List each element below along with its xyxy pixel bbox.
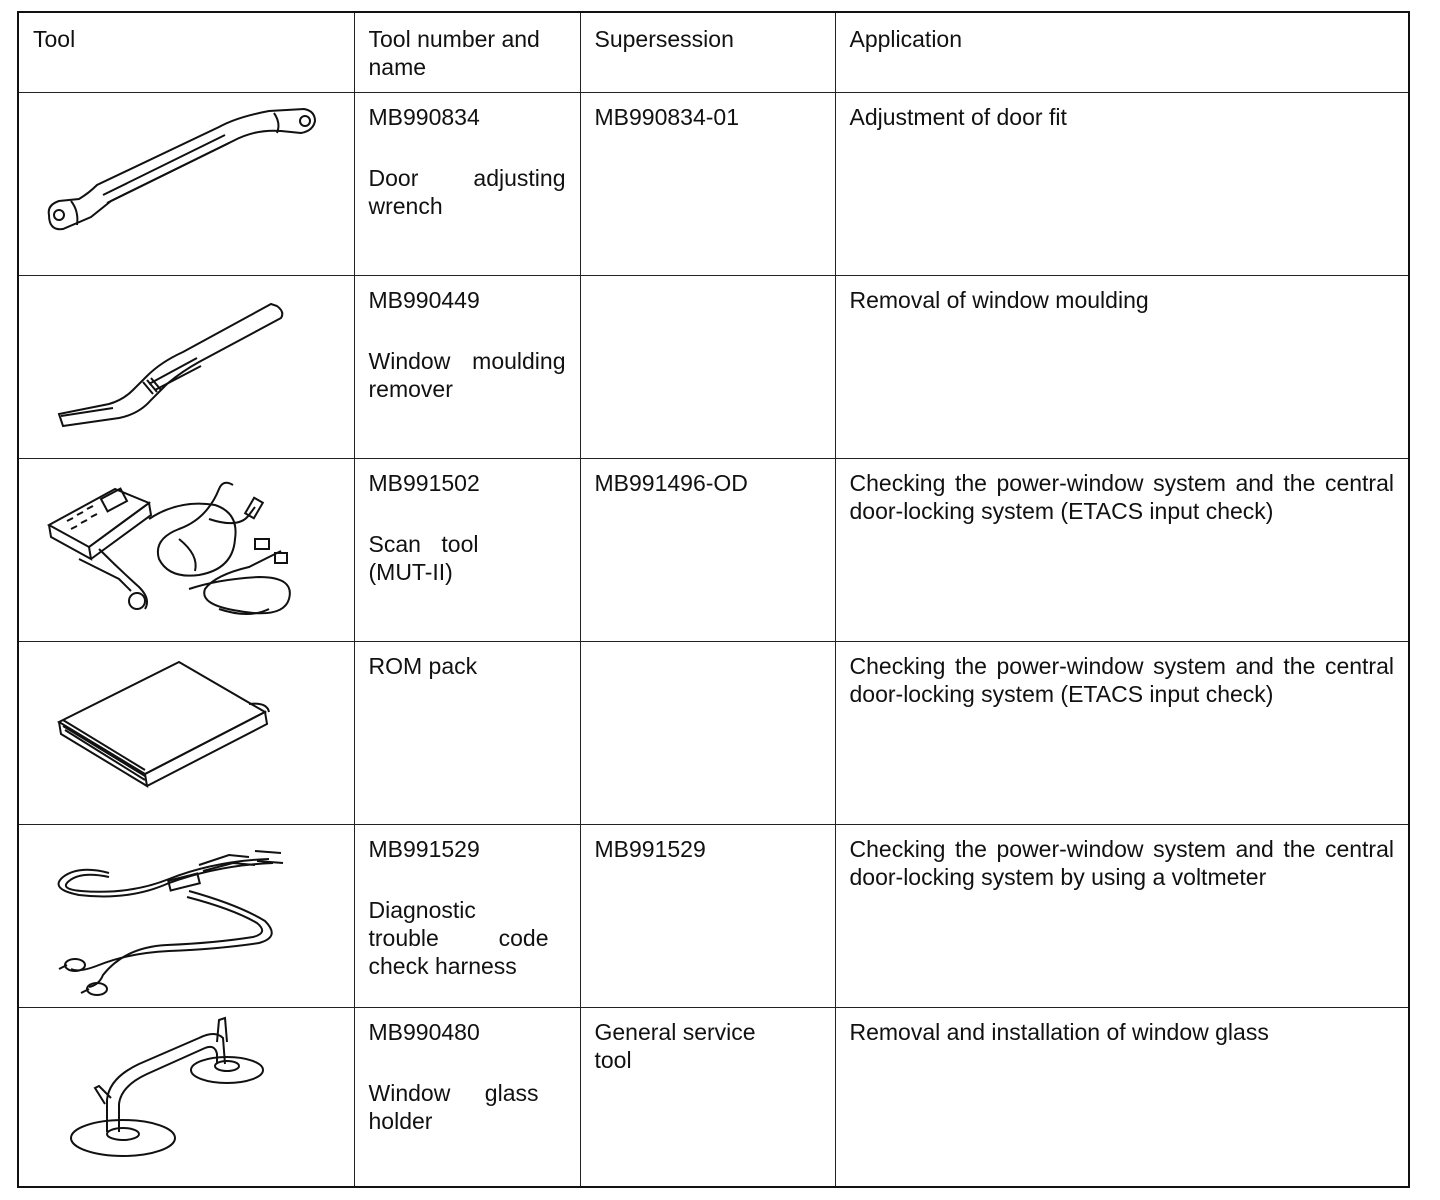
tool-illustration-cell [18,642,354,825]
window-moulding-remover-icon [19,276,355,458]
tool-illustration-cell [18,459,354,642]
supersession-cell: MB991529 [580,825,835,1008]
supersession-cell [580,642,835,825]
scan-tool-icon [19,459,355,641]
tool-number: MB990449 [368,287,480,313]
tool-number-and-name-cell [354,93,580,276]
tool-name: Door adjusting wrench [368,165,566,219]
tool-name: Diagnostic trouble code check harness [368,897,549,979]
special-tools-table [17,11,1410,1188]
application-cell [835,1008,1409,1188]
tool-number: MB991502 [368,470,480,496]
application-text: Adjustment of door fit [849,104,1067,130]
application-cell [835,276,1409,459]
application-text: Removal and installation of window glass [849,1019,1269,1045]
header-tool-number-and-name: Tool number and name [354,12,580,93]
application-cell [835,825,1409,1008]
supersession-cell [580,1008,835,1188]
application-cell [835,642,1409,825]
application-text: Removal of window moulding [849,287,1149,313]
tool-number: MB991529 [368,836,480,862]
header-row [18,12,1409,93]
table-row [18,93,1409,276]
check-harness-icon [19,825,355,1007]
application-text: Checking the power-window system and the central door-locking system (ETACS input check) [849,653,1394,707]
tool-illustration-cell [18,276,354,459]
supersession-cell [580,276,835,459]
application-cell [835,459,1409,642]
table-row [18,1008,1409,1188]
table-row [18,825,1409,1008]
header-application: Application [835,12,1409,93]
tool-illustration-cell [18,825,354,1008]
supersession-cell: MB991496-OD [580,459,835,642]
table-row [18,642,1409,825]
tool-number-and-name-cell [354,1008,580,1188]
table-row [18,276,1409,459]
header-supersession: Supersession [580,12,835,93]
window-glass-holder-icon [19,1008,355,1186]
tool-illustration-cell [18,1008,354,1188]
supersession-text: General service tool [594,1019,756,1073]
door-adjusting-wrench-icon [19,93,355,275]
supersession-cell: MB990834-01 [580,93,835,276]
table-row [18,459,1409,642]
tool-number: MB990480 [368,1019,480,1045]
tool-number-and-name-cell [354,642,580,825]
application-cell [835,93,1409,276]
tool-number-and-name-cell [354,825,580,1008]
tool-name: Scan tool (MUT-II) [368,531,479,585]
tool-number: ROM pack [368,653,478,679]
tool-name: Window glass holder [368,1080,539,1134]
tool-number-and-name-cell [354,459,580,642]
application-text: Checking the power-window system and the central door-locking system (ETACS input check) [849,470,1394,524]
tool-number-and-name-cell [354,276,580,459]
application-text: Checking the power-window system and the central door-locking system by using a voltmeter [849,836,1394,890]
tool-illustration-cell [18,93,354,276]
rom-pack-icon [19,642,355,824]
tool-name: Window moulding remover [368,348,566,402]
tool-number: MB990834 [368,104,480,130]
header-tool: Tool [18,12,354,93]
